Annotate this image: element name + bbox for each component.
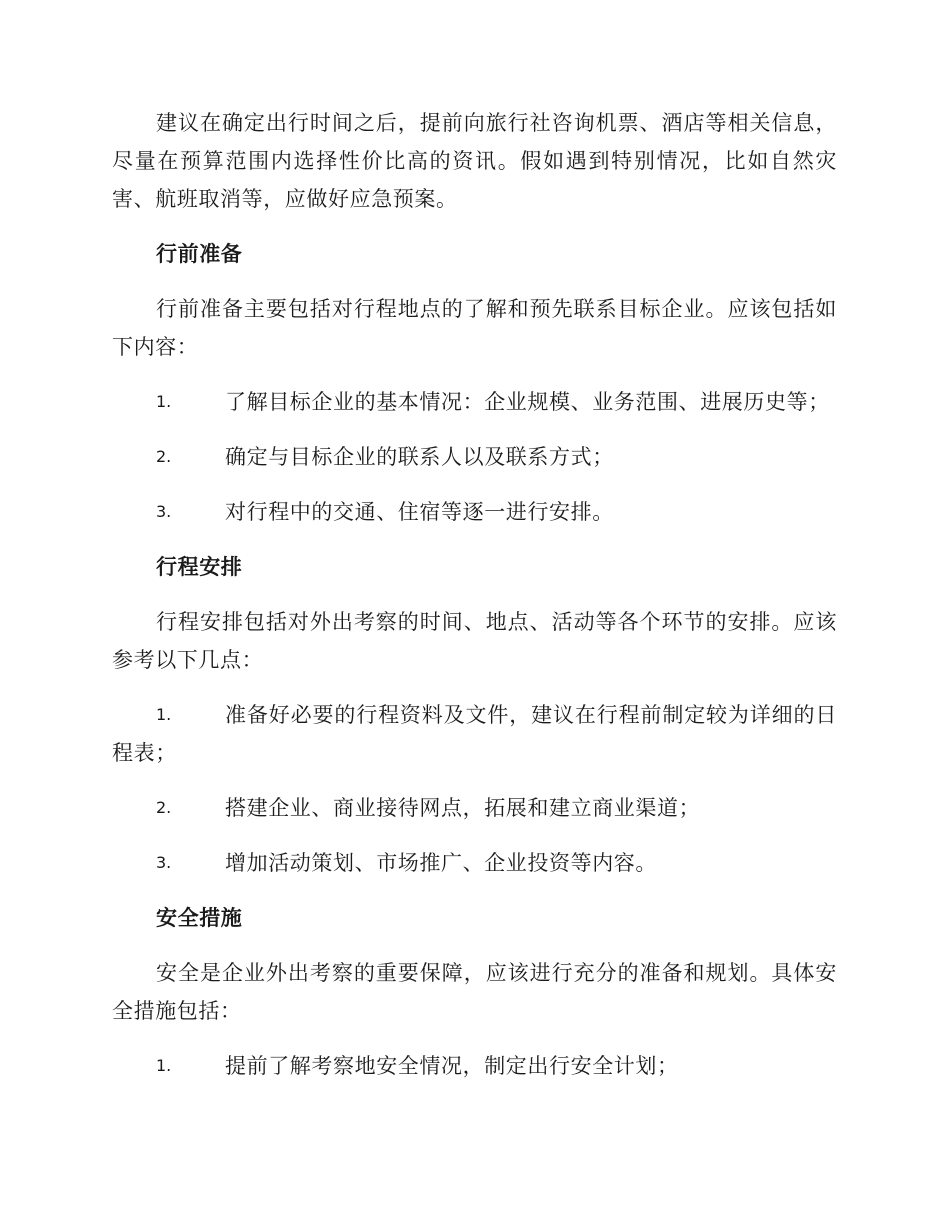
paragraph-itinerary: 行程安排包括对外出考察的时间、地点、活动等各个环节的安排。应该参考以下几点： (112, 610, 837, 672)
list-item (112, 844, 837, 882)
list-text: 确定与目标企业的联系人以及联系方式； (225, 445, 614, 469)
document-page (112, 104, 837, 1102)
list-number: 3. (156, 853, 172, 872)
list-text: 增加活动策划、市场推广、企业投资等内容。 (225, 851, 657, 875)
paragraph-preparation: 行前准备主要包括对行程地点的了解和预先联系目标企业。应该包括如下内容： (112, 297, 837, 359)
list-number: 1. (156, 1056, 172, 1075)
list-number: 2. (156, 447, 172, 466)
list-number: 3. (156, 502, 172, 521)
list-item (112, 696, 837, 772)
list-text: 对行程中的交通、住宿等逐一进行安排。 (225, 500, 614, 524)
heading-itinerary: 行程安排 (156, 554, 243, 579)
list-item (112, 789, 837, 827)
list-item (112, 493, 837, 531)
list-number: 2. (156, 798, 172, 817)
paragraph-safety: 安全是企业外出考察的重要保障，应该进行充分的准备和规划。具体安全措施包括： (112, 961, 837, 1023)
list-text: 准备好必要的行程资料及文件，建议在行程前制定较为详细的日程表； (112, 703, 837, 765)
list-text: 搭建企业、商业接待网点，拓展和建立商业渠道； (225, 796, 701, 820)
heading-preparation: 行前准备 (156, 241, 243, 266)
list-number: 1. (156, 705, 172, 724)
list-item (112, 438, 837, 476)
list-text: 了解目标企业的基本情况：企业规模、业务范围、进展历史等； (225, 390, 830, 414)
paragraph-intro: 建议在确定出行时间之后，提前向旅行社咨询机票、酒店等相关信息，尽量在预算范围内选择性价比高的资讯。假如遇到特别情况，比如自然灾害、航班取消等，应做好应急预案。 (112, 111, 837, 211)
list-item (112, 383, 837, 421)
list-item (112, 1047, 837, 1085)
list-number: 1. (156, 392, 172, 411)
list-text: 提前了解考察地安全情况，制定出行安全计划； (225, 1054, 679, 1078)
heading-safety: 安全措施 (156, 905, 243, 930)
